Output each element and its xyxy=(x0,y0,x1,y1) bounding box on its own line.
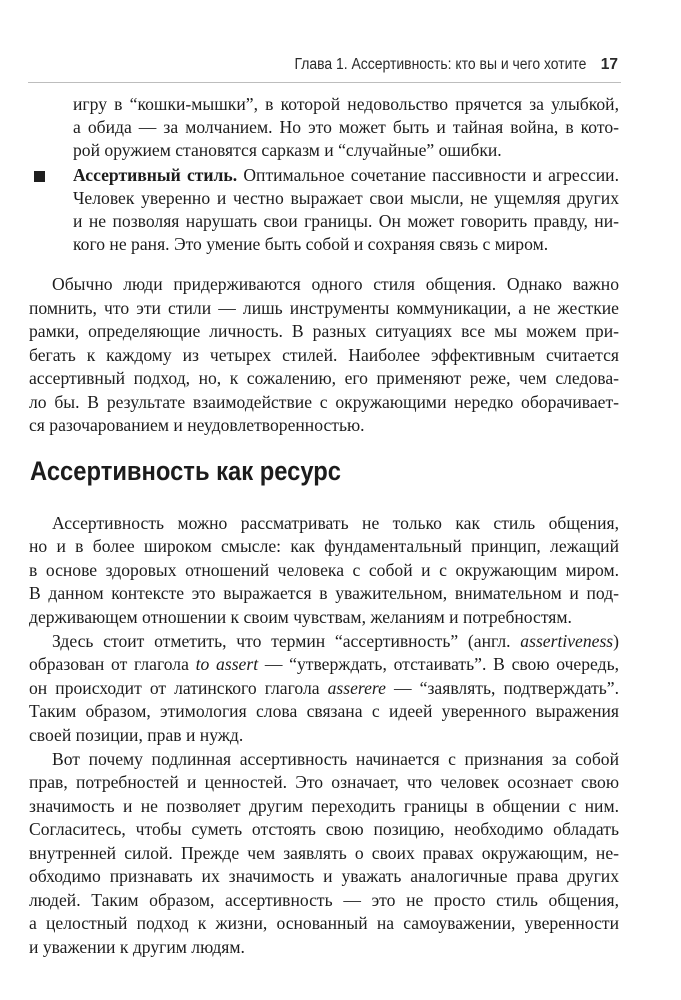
paragraph-styles-line-1: Обычно люди придерживаются одного стиля общения. Однако важно xyxy=(52,274,619,294)
paragraph-rights-line-4: Согласитесь, чтобы суметь отстоять свою позицию, необходимо обладать xyxy=(29,819,619,839)
bullet-continuation-line-1: игру в “кошки-мышки”, в которой недовольство прячется за улыбкой, xyxy=(73,94,619,114)
etym-line3-text: он происходит от латинского глагола xyxy=(29,678,320,698)
etym-line3-rest: — “заявлять, подтверждать”. xyxy=(394,678,619,698)
paragraph-etymology-line-2 xyxy=(29,653,619,676)
etym-line2-rest: — “утверждать, отстаивать”. В свою очередь, xyxy=(264,654,619,674)
running-head xyxy=(0,56,681,78)
section-heading: Ассертивность как ресурс xyxy=(30,456,342,486)
paragraph-rights-line-5: внутренней силой. Прежде чем заявлять о своих правах окружающим, не- xyxy=(29,843,619,863)
bullet-continuation-line-3: рой оружием становятся сарказм и “случайные” ошибки. xyxy=(73,140,502,160)
paragraph-rights-line-8: а целостный подход к жизни, основанный на самоуважении, уверенности xyxy=(29,913,619,933)
etym-term-to-assert: to assert xyxy=(195,654,259,674)
paragraph-rights-line-6: обходимо признавать их значимость и уважать аналогичные права других xyxy=(29,866,619,886)
etym-line1-text: Здесь стоит отметить, что термин “ассертивность” (англ. xyxy=(52,631,511,651)
etym-term-asserere: asserere xyxy=(327,678,386,698)
header-rule xyxy=(28,82,621,83)
paragraph-styles-line-7: ся разочарованием и неудовлетворенностью. xyxy=(29,415,365,435)
paragraph-rights-line-7: людей. Таким образом, ассертивность — это не просто стиль общения, xyxy=(29,890,619,910)
paragraph-resource-line-5: держивающем отношении к своим чувствам, желаниям и потребностям. xyxy=(29,607,572,627)
bullet-assertive-line-1 xyxy=(73,164,619,187)
paragraph-resource-line-1: Ассертивность можно рассматривать не только как стиль общения, xyxy=(52,513,619,533)
paragraph-resource-line-2: но и в более широком смысле: как фундаментальный принцип, лежащий xyxy=(29,536,619,556)
page-number: 17 xyxy=(600,56,618,73)
etym-term-assertiveness: assertiveness xyxy=(520,631,614,651)
bullet-assertive-line-3: и не позволяя нарушать свои границы. Он может говорить правду, ни- xyxy=(73,211,619,231)
paragraph-etymology-line-5: своей позиции, прав и нужд. xyxy=(29,725,244,745)
etym-line1-close: ) xyxy=(613,631,619,651)
paragraph-styles-line-5: ассертивный подход, но, к сожалению, его применяют реже, чем следова- xyxy=(29,368,619,388)
bullet-continuation-line-2: а обида — за молчанием. Но это может быть и тайная война, в кото- xyxy=(73,117,619,137)
paragraph-styles-line-2: помнить, что эти стили — лишь инструменты коммуникации, а не жесткие xyxy=(29,298,619,318)
etym-line2-text: образован от глагола xyxy=(29,654,189,674)
bullet-term: Ассертивный стиль. xyxy=(73,165,238,185)
paragraph-styles-line-6: ло бы. В результате взаимодействие с окружающими нередко оборачивает- xyxy=(29,392,619,412)
paragraph-styles-line-3: рамки, определяющие личность. В разных ситуациях все мы можем при- xyxy=(29,321,619,341)
bullet-assertive-line-4: кого не раня. Это умение быть собой и сохраняя связь с миром. xyxy=(73,234,549,254)
bullet-square-icon xyxy=(34,171,45,182)
paragraph-resource-line-3: в основе здоровых отношений человека с собой и с окружающим миром. xyxy=(29,560,619,580)
bullet-first-line-text: Оптимальное сочетание пассивности и агрессии. xyxy=(243,165,619,185)
paragraph-etymology-line-3 xyxy=(29,677,619,700)
bullet-assertive-line-2: Человек уверенно и честно выражает свои мысли, не ущемляя других xyxy=(73,188,619,208)
paragraph-rights-line-1: Вот почему подлинная ассертивность начинается с признания за собой xyxy=(52,749,619,769)
paragraph-etymology-line-1 xyxy=(52,630,619,653)
paragraph-rights-line-2: прав, потребностей и ценностей. Это означает, что человек осознает свою xyxy=(29,772,619,792)
paragraph-rights-line-3: значимость и не позволяет другим переходить границы в общении с ним. xyxy=(29,796,619,816)
paragraph-resource-line-4: В данном контексте это выражается в уважительном, внимательном и под- xyxy=(29,583,619,603)
paragraph-rights-line-9: и уважении к другим людям. xyxy=(29,937,245,957)
paragraph-styles-line-4: бегать к каждому из четырех стилей. Наиболее эффективным считается xyxy=(29,345,619,365)
paragraph-etymology-line-4: Таким образом, этимология слова связана с идеей уверенного выражения xyxy=(29,701,619,721)
chapter-title: Глава 1. Ассертивность: кто вы и чего хотите xyxy=(294,56,586,73)
